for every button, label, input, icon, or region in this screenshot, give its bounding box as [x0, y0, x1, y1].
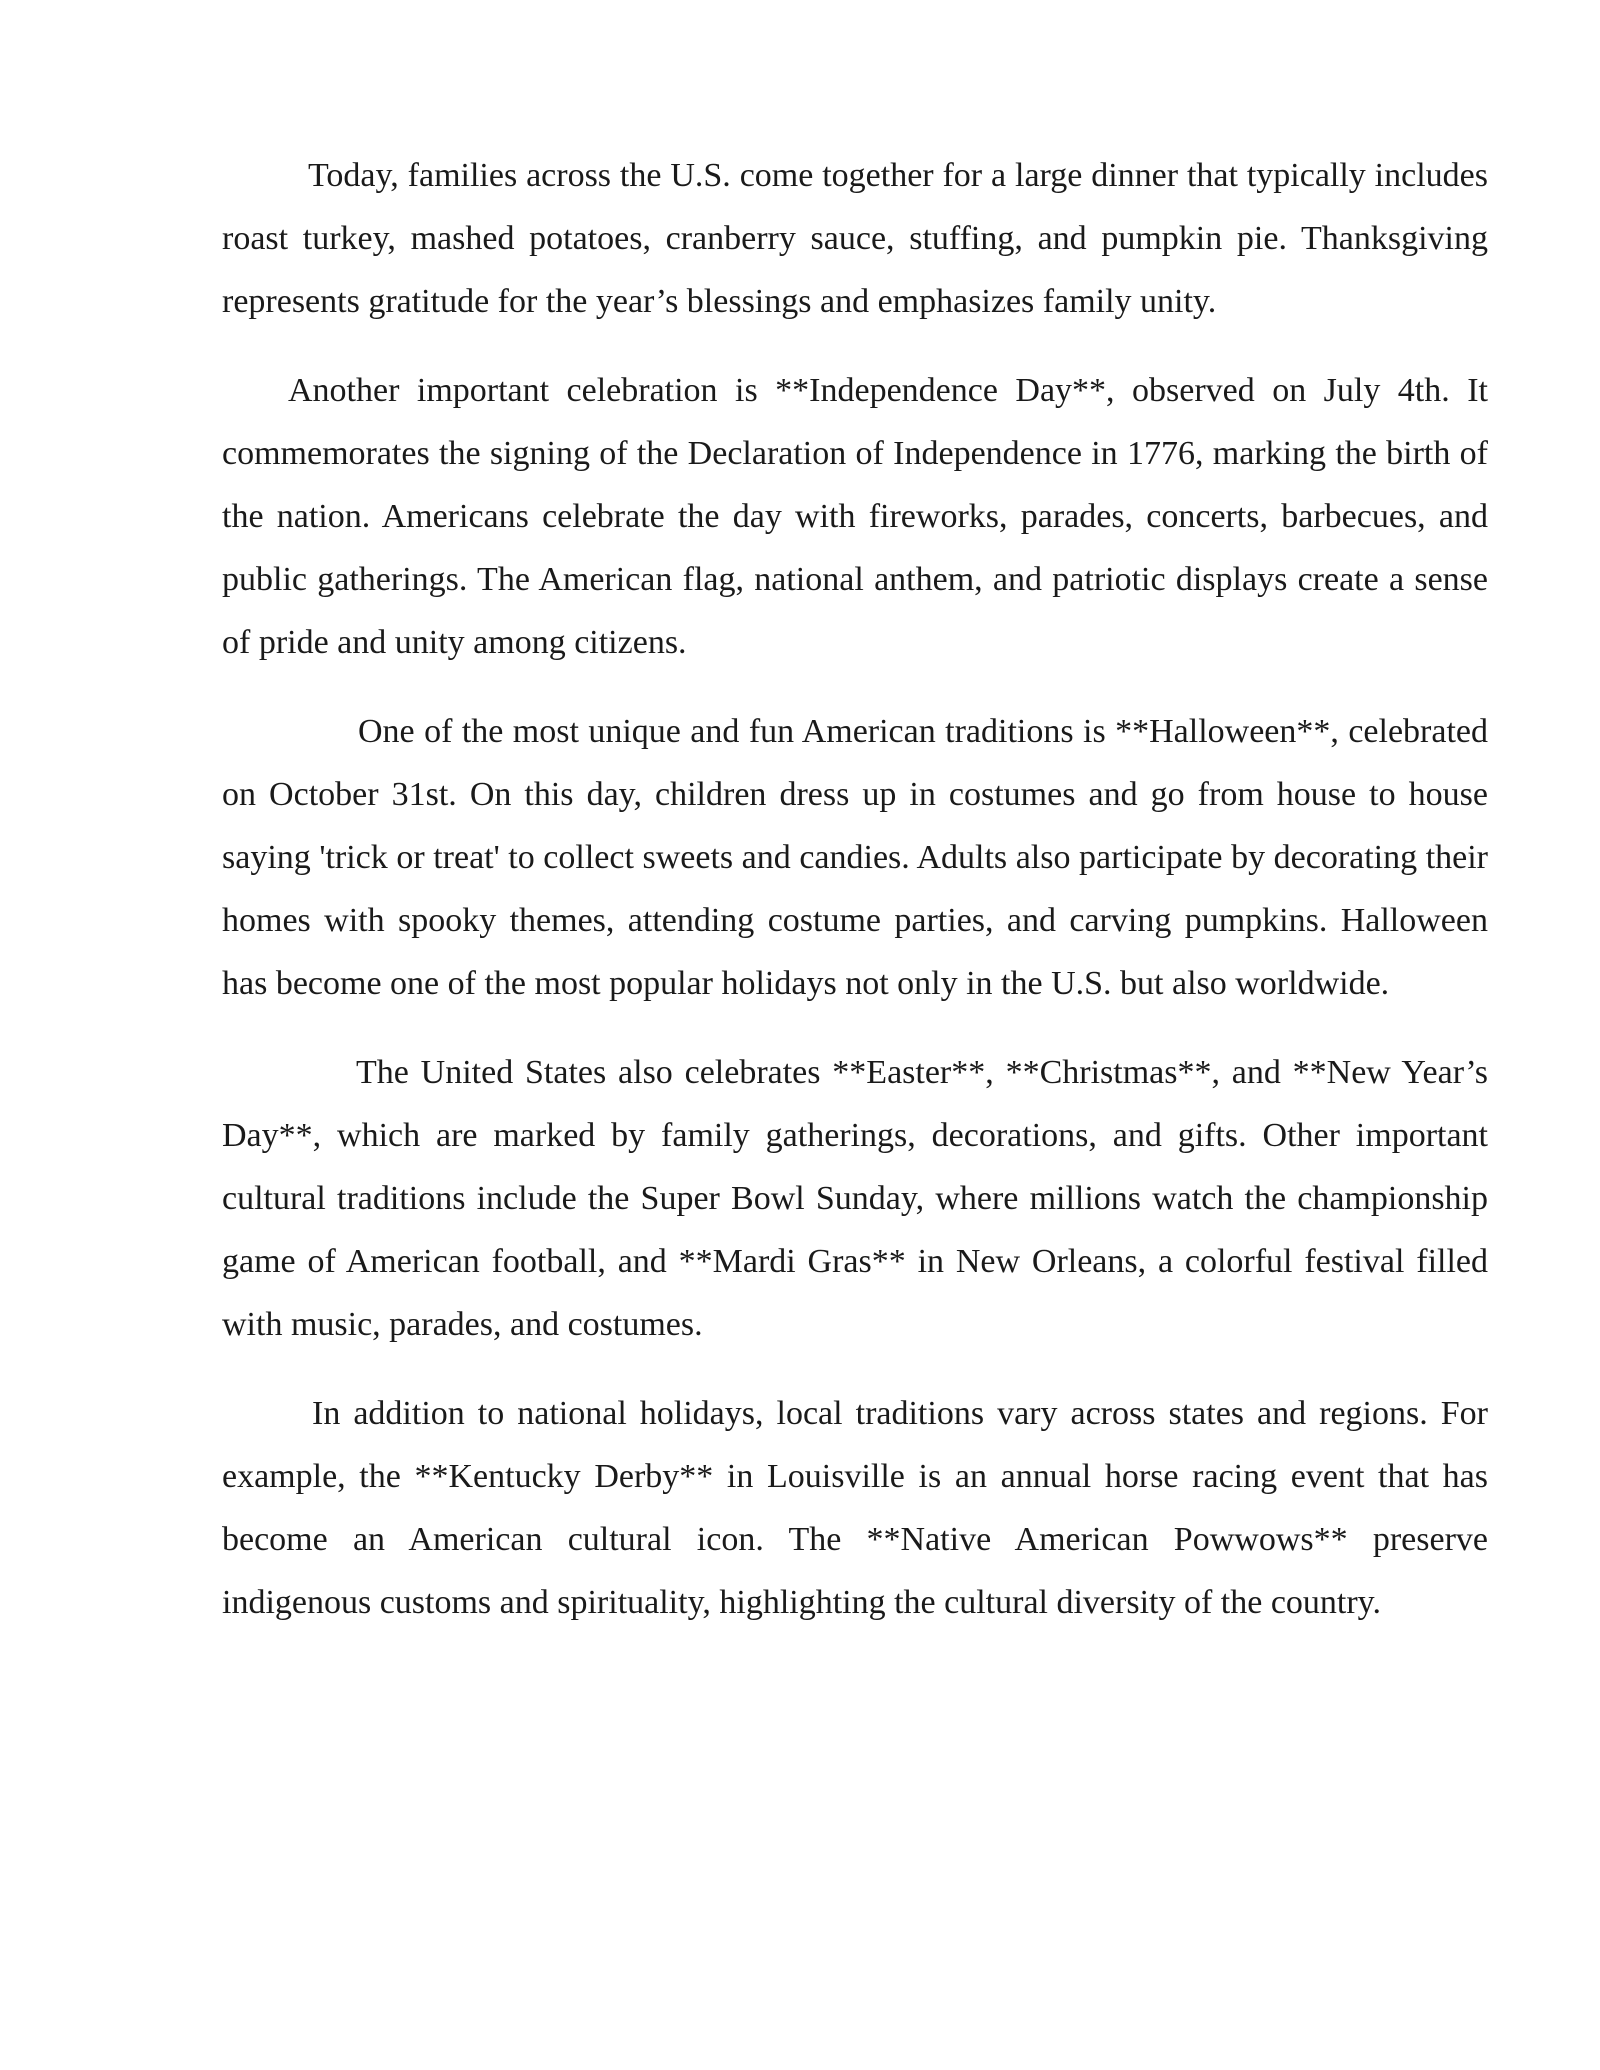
paragraph-thanksgiving: Today, families across the U.S. come together for a large dinner that typically includes roast turkey, mashed potatoes, cranberry sauce, stuffing, and pumpkin pie. Thanksgiving represents gratitude for the year’s blessings and emphasizes family unity. [222, 157, 1488, 320]
paragraph-independence-day: Another important celebration is **Independence Day**, observed on July 4th. It commemorates the signing of the Declaration of Independence in 1776, marking the birth of the nation. Americans celebrate the day with fireworks, parades, concerts, barbecues, and public gatherings. The American flag, national anthem, and patriotic displays create a sense of pride and unity among citizens. [222, 372, 1488, 661]
paragraph-other-holidays: The United States also celebrates **Easter**, **Christmas**, and **New Year’s Day**, which are marked by family gatherings, decorations, and gifts. Other important cultural traditions include the Super Bowl Sunday, where millions watch the championship game of American football, and **Mardi Gras** in New Orleans, a colorful festival filled with music, parades, and costumes. [222, 1054, 1488, 1343]
paragraph-local-traditions: In addition to national holidays, local traditions vary across states and regions. For example, the **Kentucky Derby** in Louisville is an annual horse racing event that has become an American cultural icon. The **Native American Powwows** preserve indigenous customs and spirituality, highlighting the cultural diversity of the country. [222, 1395, 1488, 1621]
paragraph-halloween: One of the most unique and fun American traditions is **Halloween**, celebrated on October 31st. On this day, children dress up in costumes and go from house to house saying 'trick or treat' to collect sweets and candies. Adults also participate by decorating their homes with spooky themes, attending costume parties, and carving pumpkins. Halloween has become one of the most popular holidays not only in the U.S. but also worldwide. [222, 713, 1488, 1002]
